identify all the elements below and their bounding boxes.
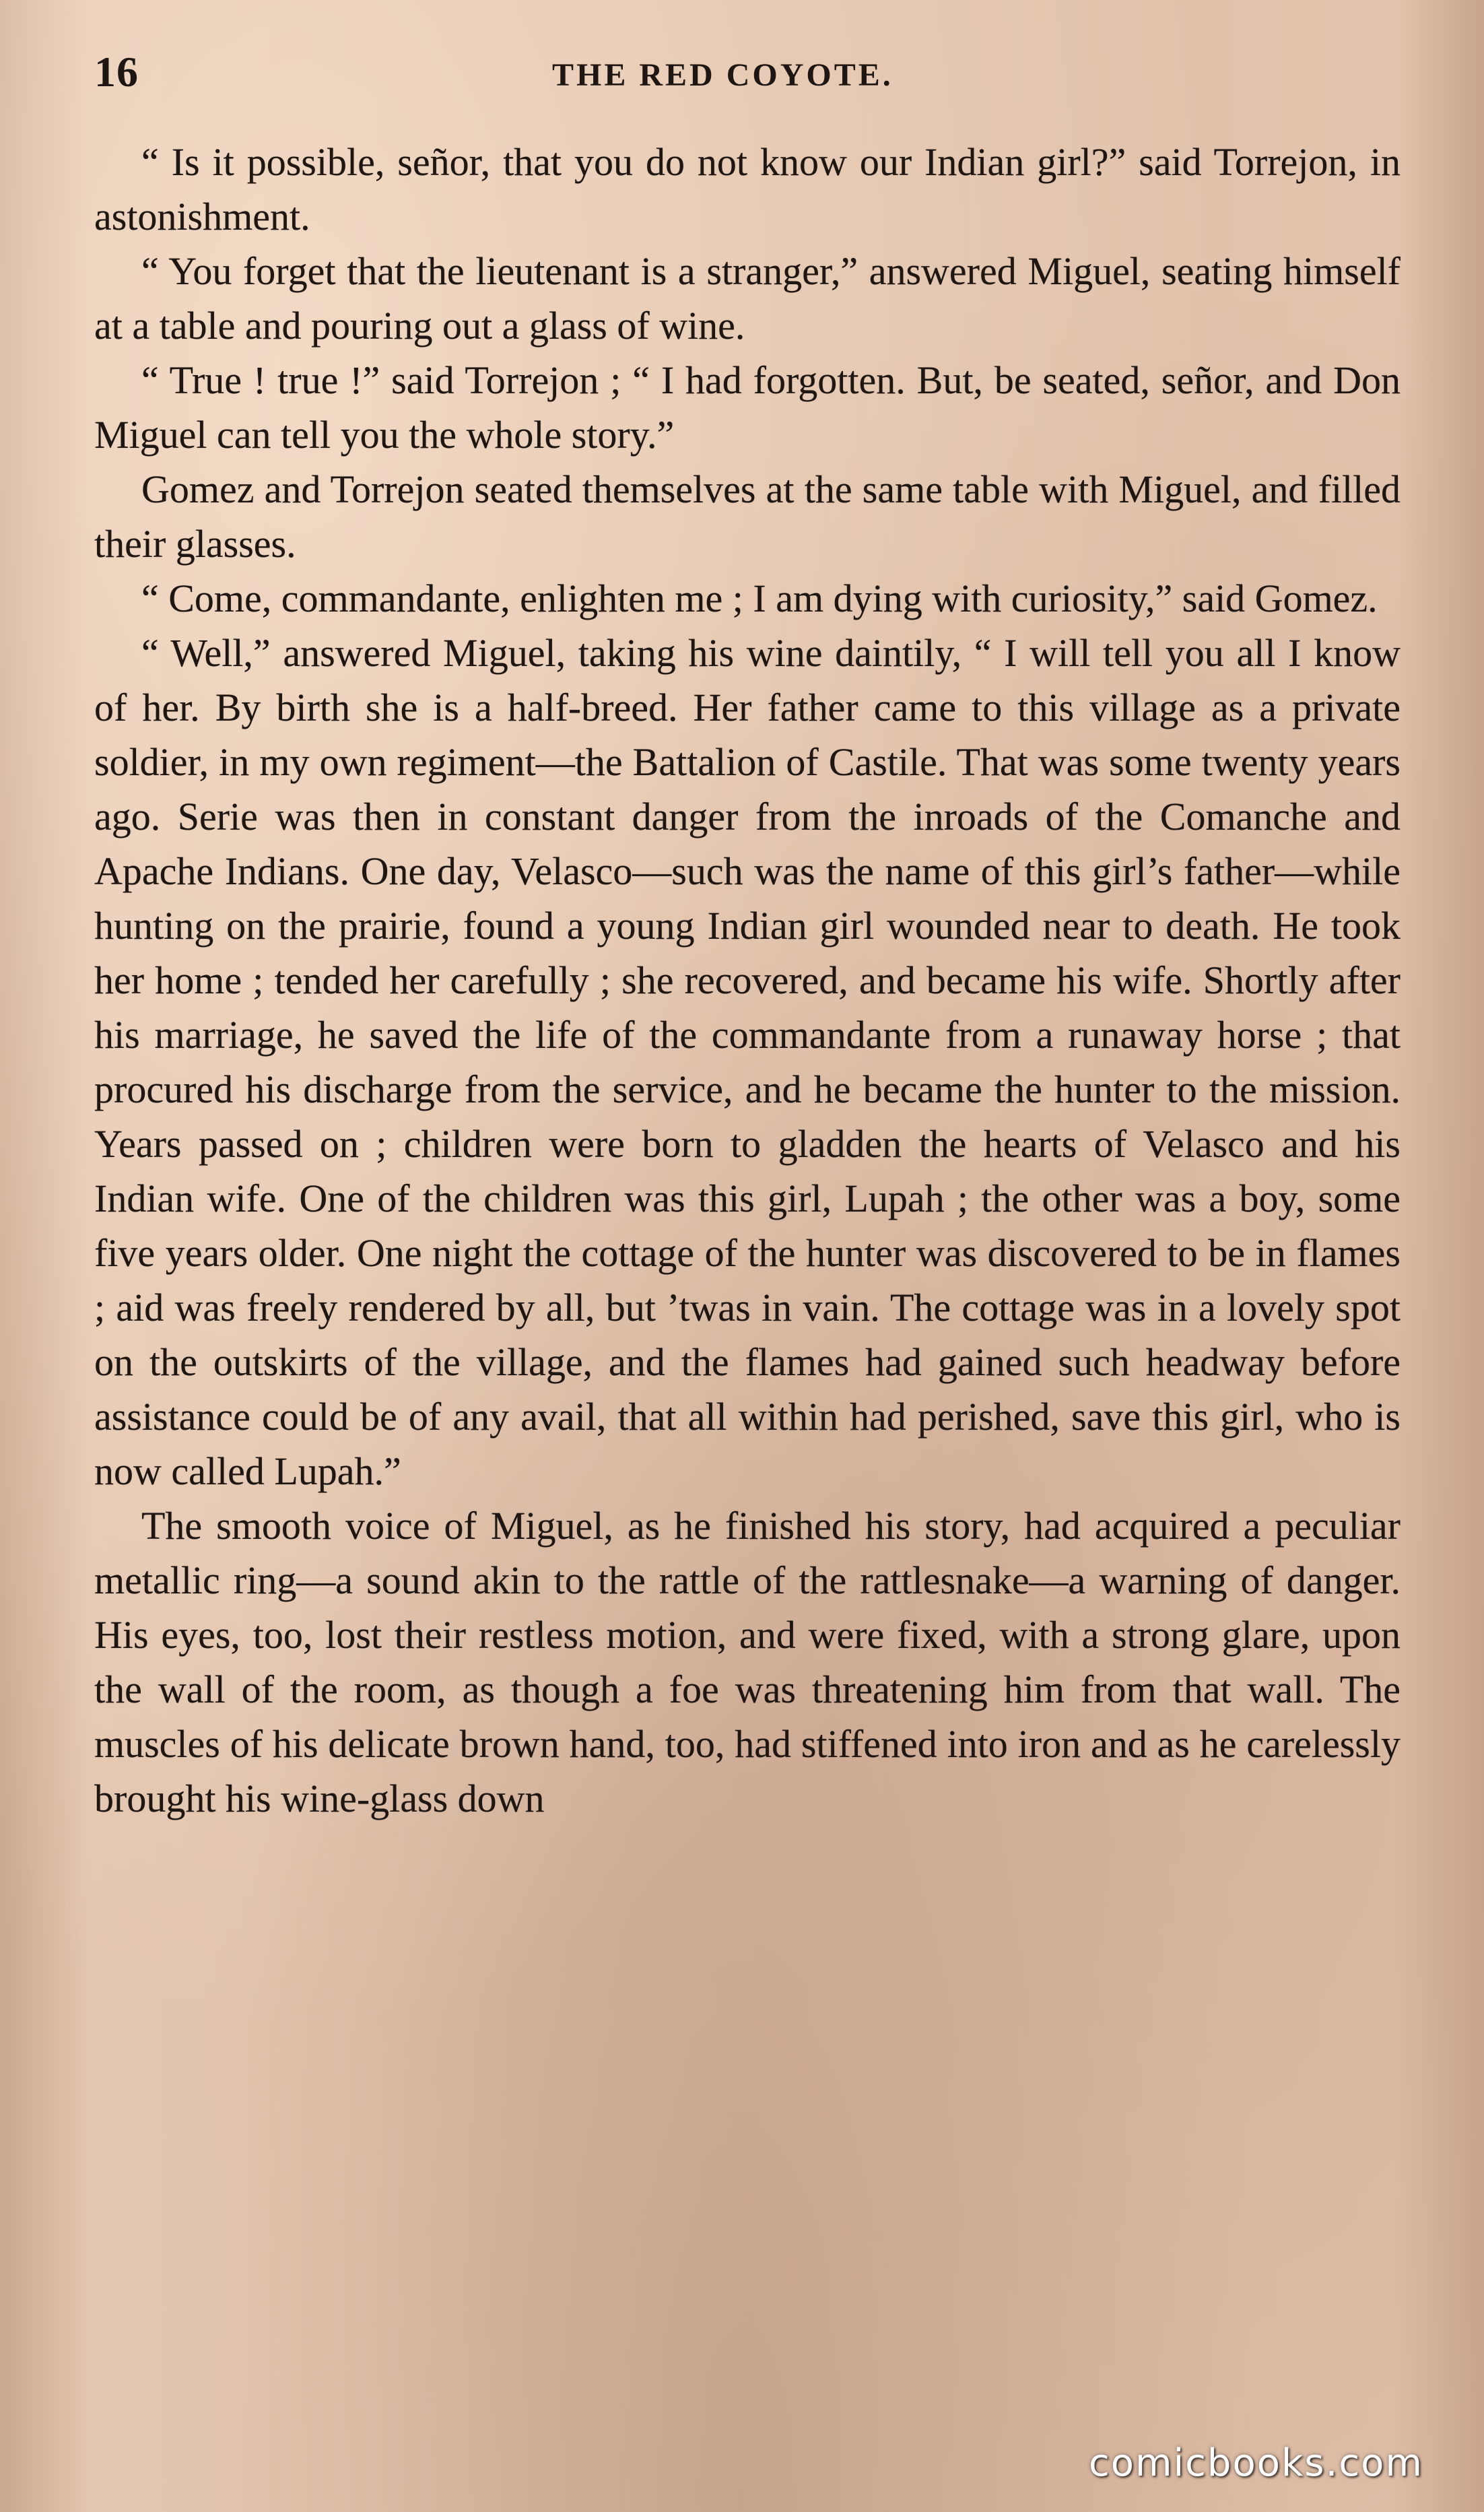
running-head [94,47,1401,108]
paragraph: The smooth voice of Miguel, as he finished his story, had acquired a peculiar metallic ring—a sound akin to the rattle of the rattlesnake—a warning of danger. His eyes, too, lost their restless motion, and were fixed, with a strong glare, upon the wall of the room, as though a foe was threatening him from that wall. The muscles of his delicate brown hand, too, had stiffened into iron and as he carelessly brought his wine-glass down [94,1504,1401,1820]
watermark: comicbooks.com [1088,2441,1423,2485]
paragraph: “ Come, commandante, enlighten me ; I am dying with curiosity,” said Gomez. [141,576,1378,620]
paragraph: “ Well,” answered Miguel, taking his wine daintily, “ I will tell you all I know of her. By birth she is a half-breed. Her father came to this village as a private soldier, in my own regiment—the Battalion of Castile. That was some twenty years ago. Serie was then in constant danger from the inroads of the Comanche and Apache Indians. One day, Velasco—such was the name of this girl’s father—while hunting on the prairie, found a young Indian girl wounded near to death. He took her home ; tended her carefully ; she recovered, and became his wife. Shortly after his marriage, he saved the life of the commandante from a runaway horse ; that procured his discharge from the service, and he became the hunter to the mission. Years passed on ; children were born to gladden the hearts of Velasco and his Indian wife. One of the children was this girl, Lupah ; the other was a boy, some five years older. One night the cottage of the hunter was discovered to be in flames ; aid was freely rendered by all, but ’twas in vain. The cottage was in a lovely spot on the outskirts of the village, and the flames had gained such headway before assistance could be of any avail, that all within had perished, save this girl, who is now called Lupah.” [94,631,1401,1493]
running-title: THE RED COYOTE. [552,57,893,93]
paragraph: Gomez and Torrejon seated themselves at the same table with Miguel, and filled their glasses. [94,467,1401,566]
paragraph: “ You forget that the lieutenant is a stranger,” answered Miguel, seating himself at a table and pouring out a glass of wine. [94,249,1401,348]
page-number: 16 [94,48,139,96]
body-text [94,135,1401,1826]
paragraph: “ True ! true !” said Torrejon ; “ I had forgotten. But, be seated, señor, and Don Miguel can tell you the whole story.” [94,358,1401,457]
paragraph: “ Is it possible, señor, that you do not know our Indian girl?” said Torrejon, in astonishment. [94,140,1401,238]
